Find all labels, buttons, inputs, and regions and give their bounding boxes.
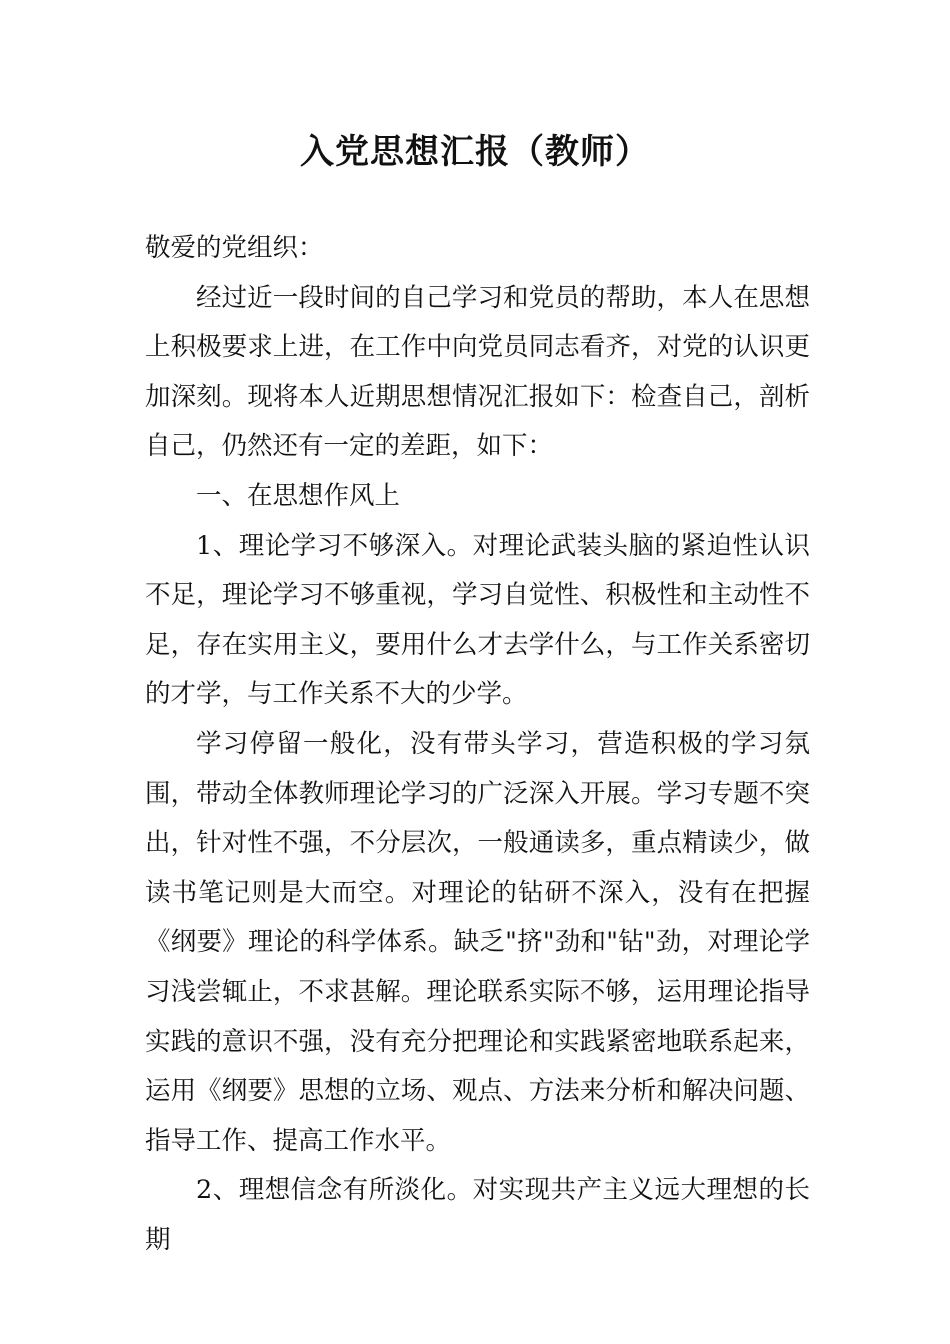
paragraph-theory-study: 1、理论学习不够深入。对理论武装头脑的紧迫性认识不足，理论学习不够重视，学习自觉性、积极性和主动性不足，存在实用主义，要用什么才去学什么，与工作关系密切的才学，与工作关系不大的少学。 (145, 530, 810, 710)
document-title: 入党思想汇报（教师） (300, 132, 650, 172)
salutation: 敬爱的党组织： (145, 233, 324, 263)
paragraph-intro: 经过近一段时间的自己学习和党员的帮助，本人在思想上积极要求上进，在工作中向党员同志看齐，对党的认识更加深刻。现将本人近期思想情况汇报如下：检查自己，剖析自己，仍然还有一定的差距，如下： (145, 282, 810, 462)
section-heading-1: 一、在思想作风上 (196, 480, 401, 511)
document-body (145, 224, 810, 1265)
paragraph-study-general: 学习停留一般化，没有带头学习，营造积极的学习氛围，带动全体教师理论学习的广泛深入开展。学习专题不突出，针对性不强，不分层次，一般通读多，重点精读少，做读书笔记则是大而空。对理论的钻研不深入，没有在把握《纲要》理论的科学体系。缺乏"挤"劲和"钻"劲，对理论学习浅尝辄止，不求甚解。理论联系实际不够，运用理论指导实践的意识不强，没有充分把理论和实践紧密地联系起来，运用《纲要》思想的立场、观点、方法来分析和解决问题、指导工作、提高工作水平。 (145, 728, 810, 1156)
paragraph-ideals-beliefs: 2、理想信念有所淡化。对实现共产主义远大理想的长期 (145, 1175, 810, 1255)
